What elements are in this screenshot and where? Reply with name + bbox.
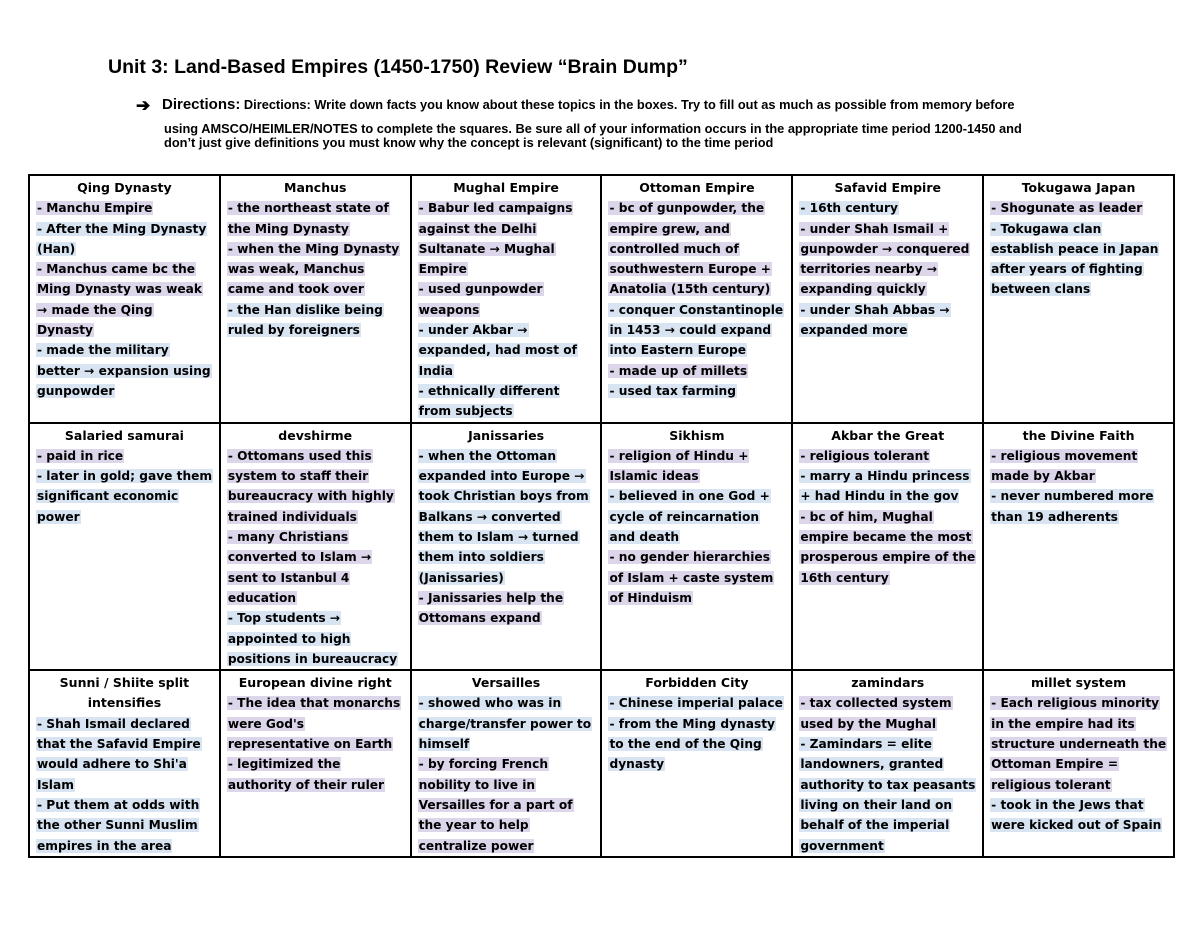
topic-heading: Janissaries <box>468 427 545 443</box>
topic-note: - paid in rice <box>37 448 124 463</box>
arrow-right-icon: ➔ <box>136 95 151 115</box>
topic-heading: Safavid Empire <box>834 180 941 195</box>
directions-block <box>136 94 1136 150</box>
topic-note: - Tokugawa clan establish peace in Japan after years of fighting between clans <box>991 221 1159 297</box>
topic-heading: Sunni / Shiite split intensifies <box>59 675 190 711</box>
topic-note: - religious tolerant <box>800 448 930 463</box>
topic-cell[interactable] <box>220 423 411 671</box>
topic-heading: the Divine Faith <box>1022 427 1135 443</box>
topic-note: - Zamindars = elite landowners, granted authority to tax peasants living on their land on behalf of the imperial government <box>800 737 976 853</box>
topic-cell[interactable] <box>220 175 411 423</box>
topic-note: - conquer Constantinople in 1453 → could expand into Eastern Europe <box>609 302 784 358</box>
directions-line-2: using AMSCO/HEIMLER/NOTES to complete the squares. Be sure all of your information occurs in the appropriate time period 1200-1450 and <box>164 121 1022 136</box>
directions-label: Directions: <box>162 96 241 113</box>
topic-cell[interactable] <box>601 670 792 857</box>
topic-note: - never numbered more than 19 adherents <box>991 489 1154 524</box>
topic-note: - ethnically different from subjects <box>418 383 560 419</box>
topic-heading: Salaried samurai <box>64 427 184 443</box>
topic-note: - Babur led campaigns against the Delhi Sultanate → Mughal Empire <box>418 201 573 277</box>
topic-heading: Sikhism <box>669 427 725 443</box>
topic-cell[interactable] <box>411 423 602 671</box>
topic-heading: millet system <box>1030 675 1127 691</box>
topic-note: - After the Ming Dynasty (Han) <box>37 221 207 256</box>
topic-note: - Each religious minority in the empire had its structure underneath the Ottoman Empire = religious tolerant <box>991 696 1167 792</box>
topic-note: - under Shah Ismail + gunpowder → conquered territories nearby → expanding quickly <box>800 221 970 297</box>
topic-note: - when the Ming Dynasty was weak, Manchus came and took over <box>227 241 400 297</box>
topic-note: - religion of Hindu + Islamic ideas <box>609 448 749 484</box>
topic-note: - believed in one God + cycle of reincarnation and death <box>609 489 770 545</box>
topic-note: - from the Ming dynasty to the end of the Qing dynasty <box>609 716 775 772</box>
topic-cell[interactable] <box>983 670 1174 857</box>
topic-note: - when the Ottoman expanded into Europe → took Christian boys from Balkans → converted them to Islam → turned them into soldiers (Janissaries) <box>418 448 589 585</box>
topic-heading: Mughal Empire <box>453 180 559 195</box>
topic-note: - made up of millets <box>609 363 748 378</box>
topic-cell[interactable] <box>29 423 220 671</box>
topic-note: - marry a Hindu princess + had Hindu in the gov <box>800 469 970 504</box>
page-title: Unit 3: Land-Based Empires (1450-1750) Review “Brain Dump” <box>108 56 688 78</box>
topic-note: - Shogunate as leader <box>991 201 1143 216</box>
topic-note: - tax collected system used by the Mughal <box>800 696 952 731</box>
directions-line-3: don’t just give definitions you must know why the concept is relevant (significant) to the time period <box>164 135 774 150</box>
topic-note: - the northeast state of the Ming Dynasty <box>227 201 389 236</box>
grid-row <box>29 423 1174 671</box>
topic-heading: devshirme <box>278 427 353 443</box>
topic-note: - by forcing French nobility to live in Versailles for a part of the year to help centralize power <box>418 757 573 853</box>
topic-cell[interactable] <box>983 175 1174 423</box>
topic-cell[interactable] <box>601 175 792 423</box>
topic-note: - bc of him, Mughal empire became the most prosperous empire of the 16th century <box>800 509 976 585</box>
topic-heading: zamindars <box>851 675 925 691</box>
topic-note: - Ottomans used this system to staff their bureaucracy with highly trained individuals <box>227 448 394 524</box>
topic-cell[interactable] <box>983 423 1174 671</box>
topic-note: - Put them at odds with the other Sunni Muslim empires in the area <box>37 797 200 853</box>
topic-note: - no gender hierarchies of Islam + caste system of Hinduism <box>609 550 774 605</box>
topic-cell[interactable] <box>792 175 983 423</box>
topic-cell[interactable] <box>29 670 220 857</box>
topic-note: - Janissaries help the Ottomans expand <box>418 590 564 626</box>
topic-heading: Manchus <box>284 180 347 195</box>
topic-note: - made the military better → expansion using gunpowder <box>37 343 211 398</box>
topic-cell[interactable] <box>220 670 411 857</box>
topic-note: - took in the Jews that were kicked out of Spain <box>991 797 1162 833</box>
topic-note: - Manchu Empire <box>37 201 153 216</box>
topic-heading: Akbar the Great <box>831 427 945 443</box>
topic-heading: Qing Dynasty <box>77 180 172 195</box>
topic-heading: Versailles <box>471 675 541 691</box>
topic-heading: European divine right <box>238 675 392 691</box>
topic-heading: Tokugawa Japan <box>1021 180 1136 195</box>
grid-row <box>29 175 1174 423</box>
grid-row <box>29 670 1174 857</box>
topic-note: - Shah Ismail declared that the Safavid Empire would adhere to Shi'a Islam <box>37 716 201 792</box>
topic-note: - used gunpowder weapons <box>418 282 543 317</box>
topic-note: - used tax farming <box>609 383 736 398</box>
topic-cell[interactable] <box>29 175 220 423</box>
topic-note: - under Akbar → expanded, had most of India <box>418 323 577 378</box>
topic-cell[interactable] <box>792 423 983 671</box>
topic-note: - later in gold; gave them significant economic power <box>37 469 213 524</box>
topic-cell[interactable] <box>601 423 792 671</box>
brain-dump-grid <box>28 174 1175 858</box>
directions-line-1: Directions: Write down facts you know about these topics in the boxes. Try to fill out as much as possible from memory before <box>243 97 1015 112</box>
topic-cell[interactable] <box>411 175 602 423</box>
topic-note: - Chinese imperial palace <box>609 696 783 711</box>
topic-note: - Manchus came bc the Ming Dynasty was weak → made the Qing Dynasty <box>37 262 203 338</box>
topic-note: - the Han dislike being ruled by foreigners <box>227 302 383 338</box>
topic-note: - many Christians converted to Islam → sent to Istanbul 4 education <box>227 530 372 605</box>
topic-cell[interactable] <box>411 670 602 857</box>
topic-note: - bc of gunpowder, the empire grew, and controlled much of southwestern Europe + Anatolia (15th century) <box>609 201 771 297</box>
topic-note: - Top students → appointed to high positions in bureaucracy <box>227 611 398 666</box>
topic-note: - 16th century <box>800 201 898 216</box>
topic-heading: Forbidden City <box>645 675 749 691</box>
topic-heading: Ottoman Empire <box>639 180 755 195</box>
topic-note: - The idea that monarchs were God's representative on Earth <box>227 696 401 752</box>
topic-cell[interactable] <box>792 670 983 857</box>
topic-note: - showed who was in charge/transfer power to himself <box>418 696 592 752</box>
topic-note: - religious movement made by Akbar <box>991 448 1138 484</box>
topic-note: - legitimized the authority of their ruler <box>227 757 385 792</box>
topic-note: - under Shah Abbas → expanded more <box>800 302 950 338</box>
